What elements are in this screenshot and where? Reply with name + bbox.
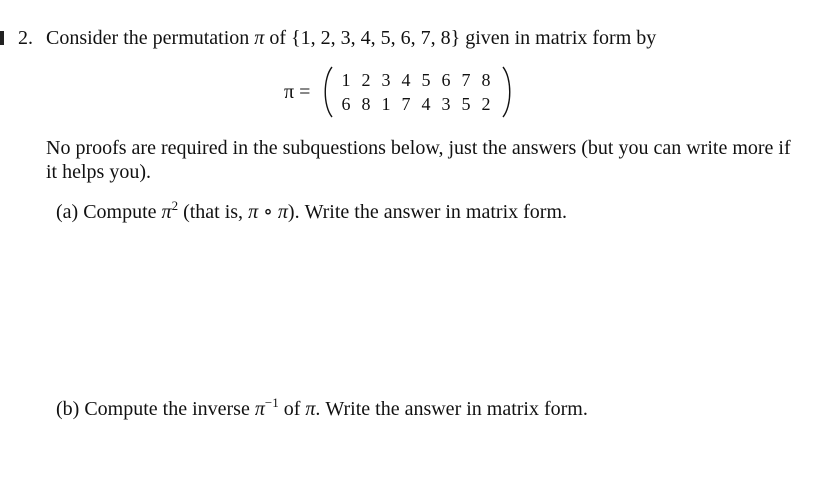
matrix-bottom-cell: 5	[461, 94, 471, 114]
matrix-bottom-cell: 3	[441, 94, 451, 114]
matrix-bottom-cell: 1	[381, 94, 391, 114]
question-intro-continued: of {1, 2, 3, 4, 5, 6, 7, 8} given in matrix form by	[264, 27, 657, 49]
matrix-bottom-cell: 2	[481, 94, 491, 114]
matrix-bottom-cell: 7	[401, 94, 411, 114]
part-a-question	[56, 200, 567, 224]
matrix-top-cell: 6	[441, 70, 451, 90]
matrix-top-cell: 3	[381, 70, 391, 90]
pi-symbol: π	[254, 27, 265, 49]
part-a-end: ). Write the answer in matrix form.	[287, 201, 568, 223]
part-b-label: (b) Compute the inverse	[56, 398, 255, 420]
part-a-label: (a) Compute	[56, 201, 162, 223]
pi-symbol: π	[305, 398, 316, 420]
part-b-question	[56, 397, 588, 421]
matrix-top-cell: 1	[341, 70, 351, 90]
pi-symbol: π	[254, 398, 265, 420]
part-b-middle: of	[278, 398, 306, 420]
right-parenthesis	[501, 66, 513, 118]
pi-symbol: π	[161, 201, 172, 223]
matrix-top-cell: 4	[401, 70, 411, 90]
matrix-grid	[336, 68, 500, 116]
matrix-top-cell: 5	[421, 70, 431, 90]
matrix-bottom-cell: 6	[341, 94, 351, 114]
question-intro-text: Consider the permutation	[46, 27, 255, 49]
instructions-paragraph: No proofs are required in the subquestions below, just the answers (but you can write more if it helps you).	[46, 137, 791, 183]
matrix-bottom-cell: 4	[421, 94, 431, 114]
matrix-bottom-cell: 8	[361, 94, 371, 114]
part-a-middle: (that is,	[178, 201, 249, 223]
question-statement	[46, 26, 656, 50]
question-number: 2.	[18, 27, 33, 49]
part-b-end: . Write the answer in matrix form.	[315, 398, 588, 420]
margin-marker	[0, 31, 4, 45]
exponent: 2	[171, 198, 179, 213]
matrix-top-cell: 2	[361, 70, 371, 90]
matrix-top-cell: 8	[481, 70, 491, 90]
matrix-top-cell: 7	[461, 70, 471, 90]
composition-expression: π ∘ π	[248, 201, 288, 223]
exponent: −1	[264, 395, 279, 410]
matrix-lhs: π =	[284, 81, 311, 103]
left-parenthesis	[322, 66, 334, 118]
